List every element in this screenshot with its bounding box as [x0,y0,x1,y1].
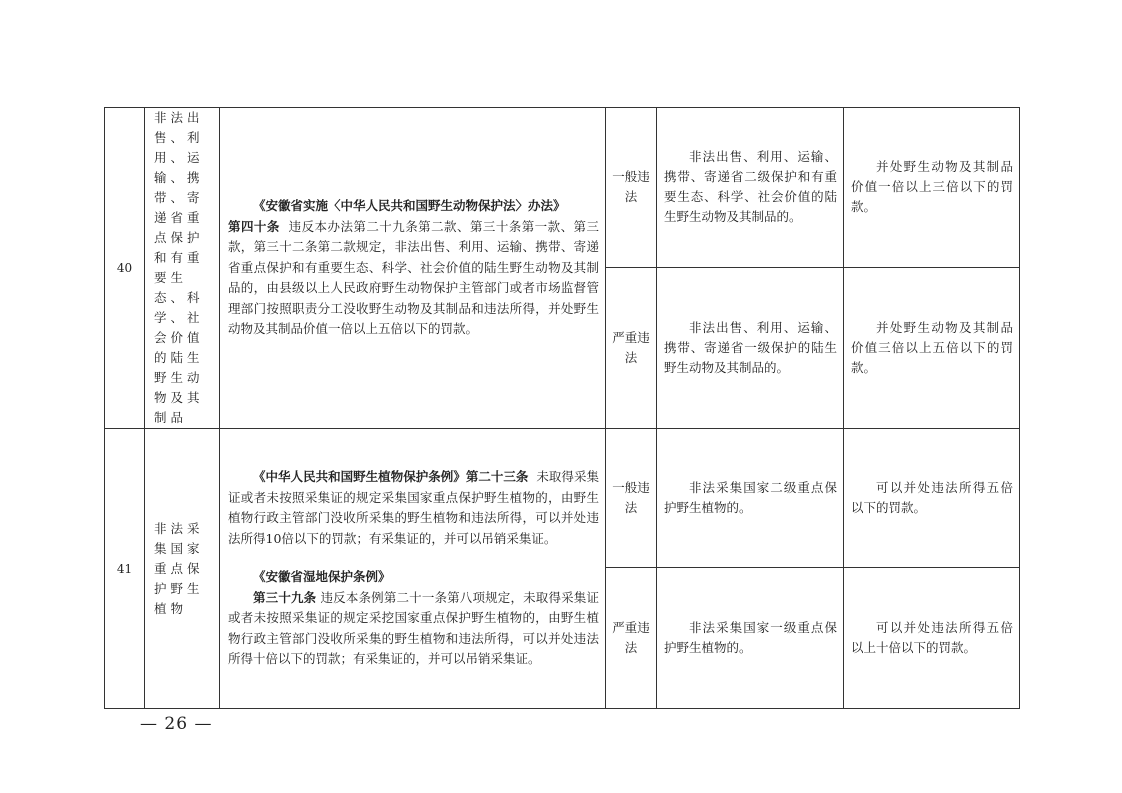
level-cell [606,568,657,709]
law-clause [228,588,599,670]
violation-circumstance: 非法采集国家一级重点保护野生植物的。 [664,620,837,655]
violation-level: 严重违法 [612,620,650,655]
circumstance-cell [657,568,844,709]
circumstance-cell [657,108,844,268]
violation-item-cell [145,429,220,709]
table-row [105,429,1020,568]
violation-level: 一般违法 [612,169,650,205]
penalty-standard: 可以并处违法所得五倍以上十倍以下的罚款。 [851,620,1013,655]
penalty-standard: 并处野生动物及其制品价值一倍以上三倍以下的罚款。 [851,159,1013,215]
legal-basis-cell [220,429,606,709]
table-row [105,108,1020,268]
violation-circumstance: 非法采集国家二级重点保护野生植物的。 [664,480,837,515]
circumstance-cell [657,267,844,428]
standard-cell [844,429,1020,568]
violation-item: 非法出售、利用、运输、携带、寄递省重点保护和有重要生态、科学、社会价值的陆生野生动物及其制品 [154,110,204,425]
legal-basis-cell [220,108,606,429]
standard-cell [844,568,1020,709]
article-text: 违反本条例第二十一条第八项规定，未取得采集证或者未按照采集证的规定采挖国家重点保护野生植物的，由野生植物行政主管部门没收所采集的野生植物和违法所得，可以并处违法所得十倍以下的罚款；有采集证的，并可以吊销采集证。 [228,589,599,667]
violation-item-cell [145,108,220,429]
level-cell [606,429,657,568]
violation-level: 严重违法 [612,329,650,365]
law-title: 《安徽省实施〈中华人民共和国野生动物保护法〉办法》 [253,198,566,214]
row-number: 41 [105,429,145,709]
violation-level: 一般违法 [612,480,650,515]
row-number: 40 [105,108,145,429]
circumstance-cell [657,429,844,568]
penalty-standard-table [104,107,1020,709]
penalty-standard: 并处野生动物及其制品价值三倍以上五倍以下的罚款。 [851,319,1013,375]
article-text: 未取得采集证或者未按照采集证的规定采集国家重点保护野生植物的，由野生植物行政主管部门没收所采集的野生植物和违法所得，可以并处违法所得10倍以下的罚款；有采集证的，并可以吊销采集证。 [228,469,599,546]
violation-item: 非法采集国家重点保护野生植物 [154,520,204,616]
standard-cell [844,108,1020,268]
standard-cell [844,267,1020,428]
law-title: 《中华人民共和国野生植物保护条例》第二十三条 [253,469,529,485]
law-clause [228,217,599,340]
level-cell [606,108,657,268]
law-title: 《安徽省湿地保护条例》 [253,569,391,585]
violation-circumstance: 非法出售、利用、运输、携带、寄递省二级保护和有重要生态、科学、社会价值的陆生野生动物及其制品的。 [664,149,837,225]
article-number: 第四十条 [228,218,280,234]
article-text: 违反本办法第二十九条第二款、第三十条第一款、第三款，第三十二条第二款规定，非法出售、利用、运输、携带、寄递省重点保护和有重要生态、科学、社会价值的陆生野生动物及其制品的，由县级以上人民政府野生动物保护主管部门或者市场监督管理部门按照职责分工没收野生动物及其制品和违法所得，并处野生动物及其制品价值一倍以上五倍以下的罚款。 [228,218,599,337]
penalty-standard: 可以并处违法所得五倍以下的罚款。 [851,480,1013,515]
level-cell [606,267,657,428]
law-clause [228,467,599,549]
violation-circumstance: 非法出售、利用、运输、携带、寄递省一级保护的陆生野生动物及其制品的。 [664,319,837,375]
page-number: — 26 — [140,714,213,734]
article-number: 第三十九条 [253,589,317,605]
